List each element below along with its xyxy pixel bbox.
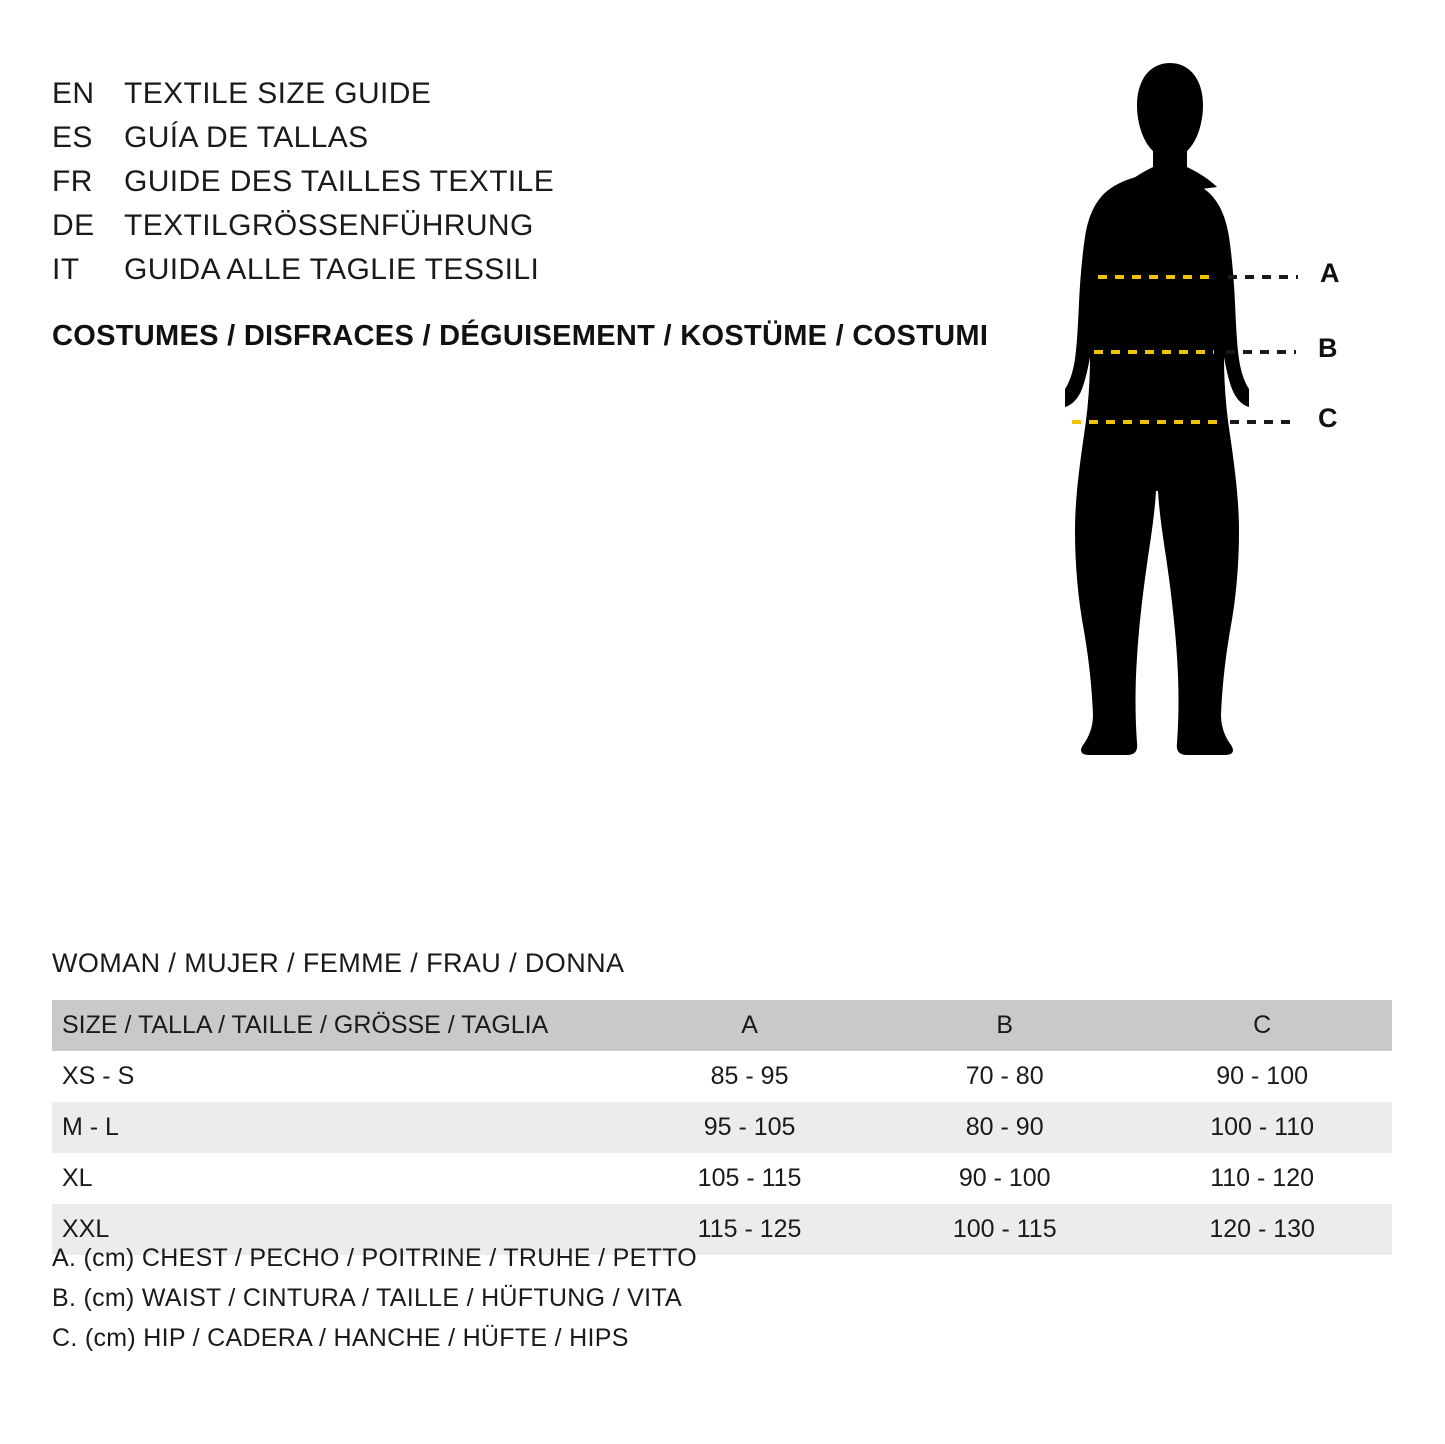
- measurement-line-c: [1072, 403, 1360, 433]
- cell-size: XXL: [62, 1215, 110, 1243]
- language-row-fr: [52, 160, 1012, 204]
- measurement-label-b: B: [1318, 333, 1338, 363]
- language-row-es: [52, 116, 1012, 160]
- measurement-label-c: C: [1318, 403, 1338, 433]
- language-title: TEXTILGRÖSSENFÜHRUNG: [124, 209, 534, 242]
- language-code: FR: [52, 165, 93, 198]
- language-row-de: [52, 204, 1012, 248]
- body-figure: [1020, 55, 1380, 895]
- column-header-c: C: [1253, 1011, 1272, 1039]
- language-row-it: [52, 248, 1012, 292]
- language-code: ES: [52, 121, 93, 154]
- cell-size: XL: [62, 1164, 93, 1192]
- column-header-size: SIZE / TALLA / TAILLE / GRÖSSE / TAGLIA: [62, 1011, 549, 1039]
- table-row: [52, 1102, 1392, 1153]
- language-code: DE: [52, 209, 95, 242]
- cell-b: 70 - 80: [965, 1062, 1044, 1090]
- cell-size: M - L: [62, 1113, 119, 1141]
- language-title: GUIDA ALLE TAGLIE TESSILI: [124, 253, 540, 286]
- legend: [52, 1238, 697, 1358]
- cell-c: 120 - 130: [1209, 1215, 1315, 1243]
- legend-line-a: A. (cm) CHEST / PECHO / POITRINE / TRUHE / PETTO: [52, 1244, 698, 1272]
- legend-line-b: B. (cm) WAIST / CINTURA / TAILLE / HÜFTUNG / VITA: [52, 1284, 683, 1312]
- table-row: [52, 1153, 1392, 1204]
- language-title: GUIDE DES TAILLES TEXTILE: [124, 165, 555, 198]
- cell-b: 80 - 90: [965, 1113, 1044, 1141]
- cell-a: 95 - 105: [703, 1113, 796, 1141]
- measurement-line-a: [1098, 258, 1358, 288]
- table-row: [52, 1051, 1392, 1102]
- measurement-line-b: [1094, 333, 1360, 363]
- cell-a: 115 - 125: [697, 1215, 802, 1243]
- legend-line-c: C. (cm) HIP / CADERA / HANCHE / HÜFTE / HIPS: [52, 1324, 629, 1352]
- cell-a: 85 - 95: [710, 1062, 789, 1090]
- cell-size: XS - S: [62, 1062, 135, 1090]
- language-list: [52, 72, 1012, 292]
- table-title: WOMAN / MUJER / FEMME / FRAU / DONNA: [52, 948, 625, 978]
- page-subtitle: COSTUMES / DISFRACES / DÉGUISEMENT / KOSTÜME / COSTUMI: [52, 320, 989, 352]
- woman-silhouette-icon: [1020, 55, 1380, 895]
- column-header-a: A: [741, 1011, 758, 1039]
- language-code: IT: [52, 253, 80, 286]
- language-title: GUÍA DE TALLAS: [124, 121, 369, 154]
- language-title: TEXTILE SIZE GUIDE: [124, 77, 432, 110]
- cell-c: 110 - 120: [1210, 1164, 1315, 1192]
- column-header-b: B: [996, 1011, 1014, 1039]
- cell-c: 100 - 110: [1210, 1113, 1315, 1141]
- cell-b: 90 - 100: [958, 1164, 1051, 1192]
- cell-b: 100 - 115: [952, 1215, 1057, 1243]
- table-header-row: [52, 1000, 1392, 1051]
- language-row-en: [52, 72, 1012, 116]
- language-code: EN: [52, 77, 95, 110]
- size-table: [52, 1000, 1392, 1255]
- measurement-label-a: A: [1320, 258, 1340, 288]
- cell-c: 90 - 100: [1216, 1062, 1309, 1090]
- cell-a: 105 - 115: [697, 1164, 802, 1192]
